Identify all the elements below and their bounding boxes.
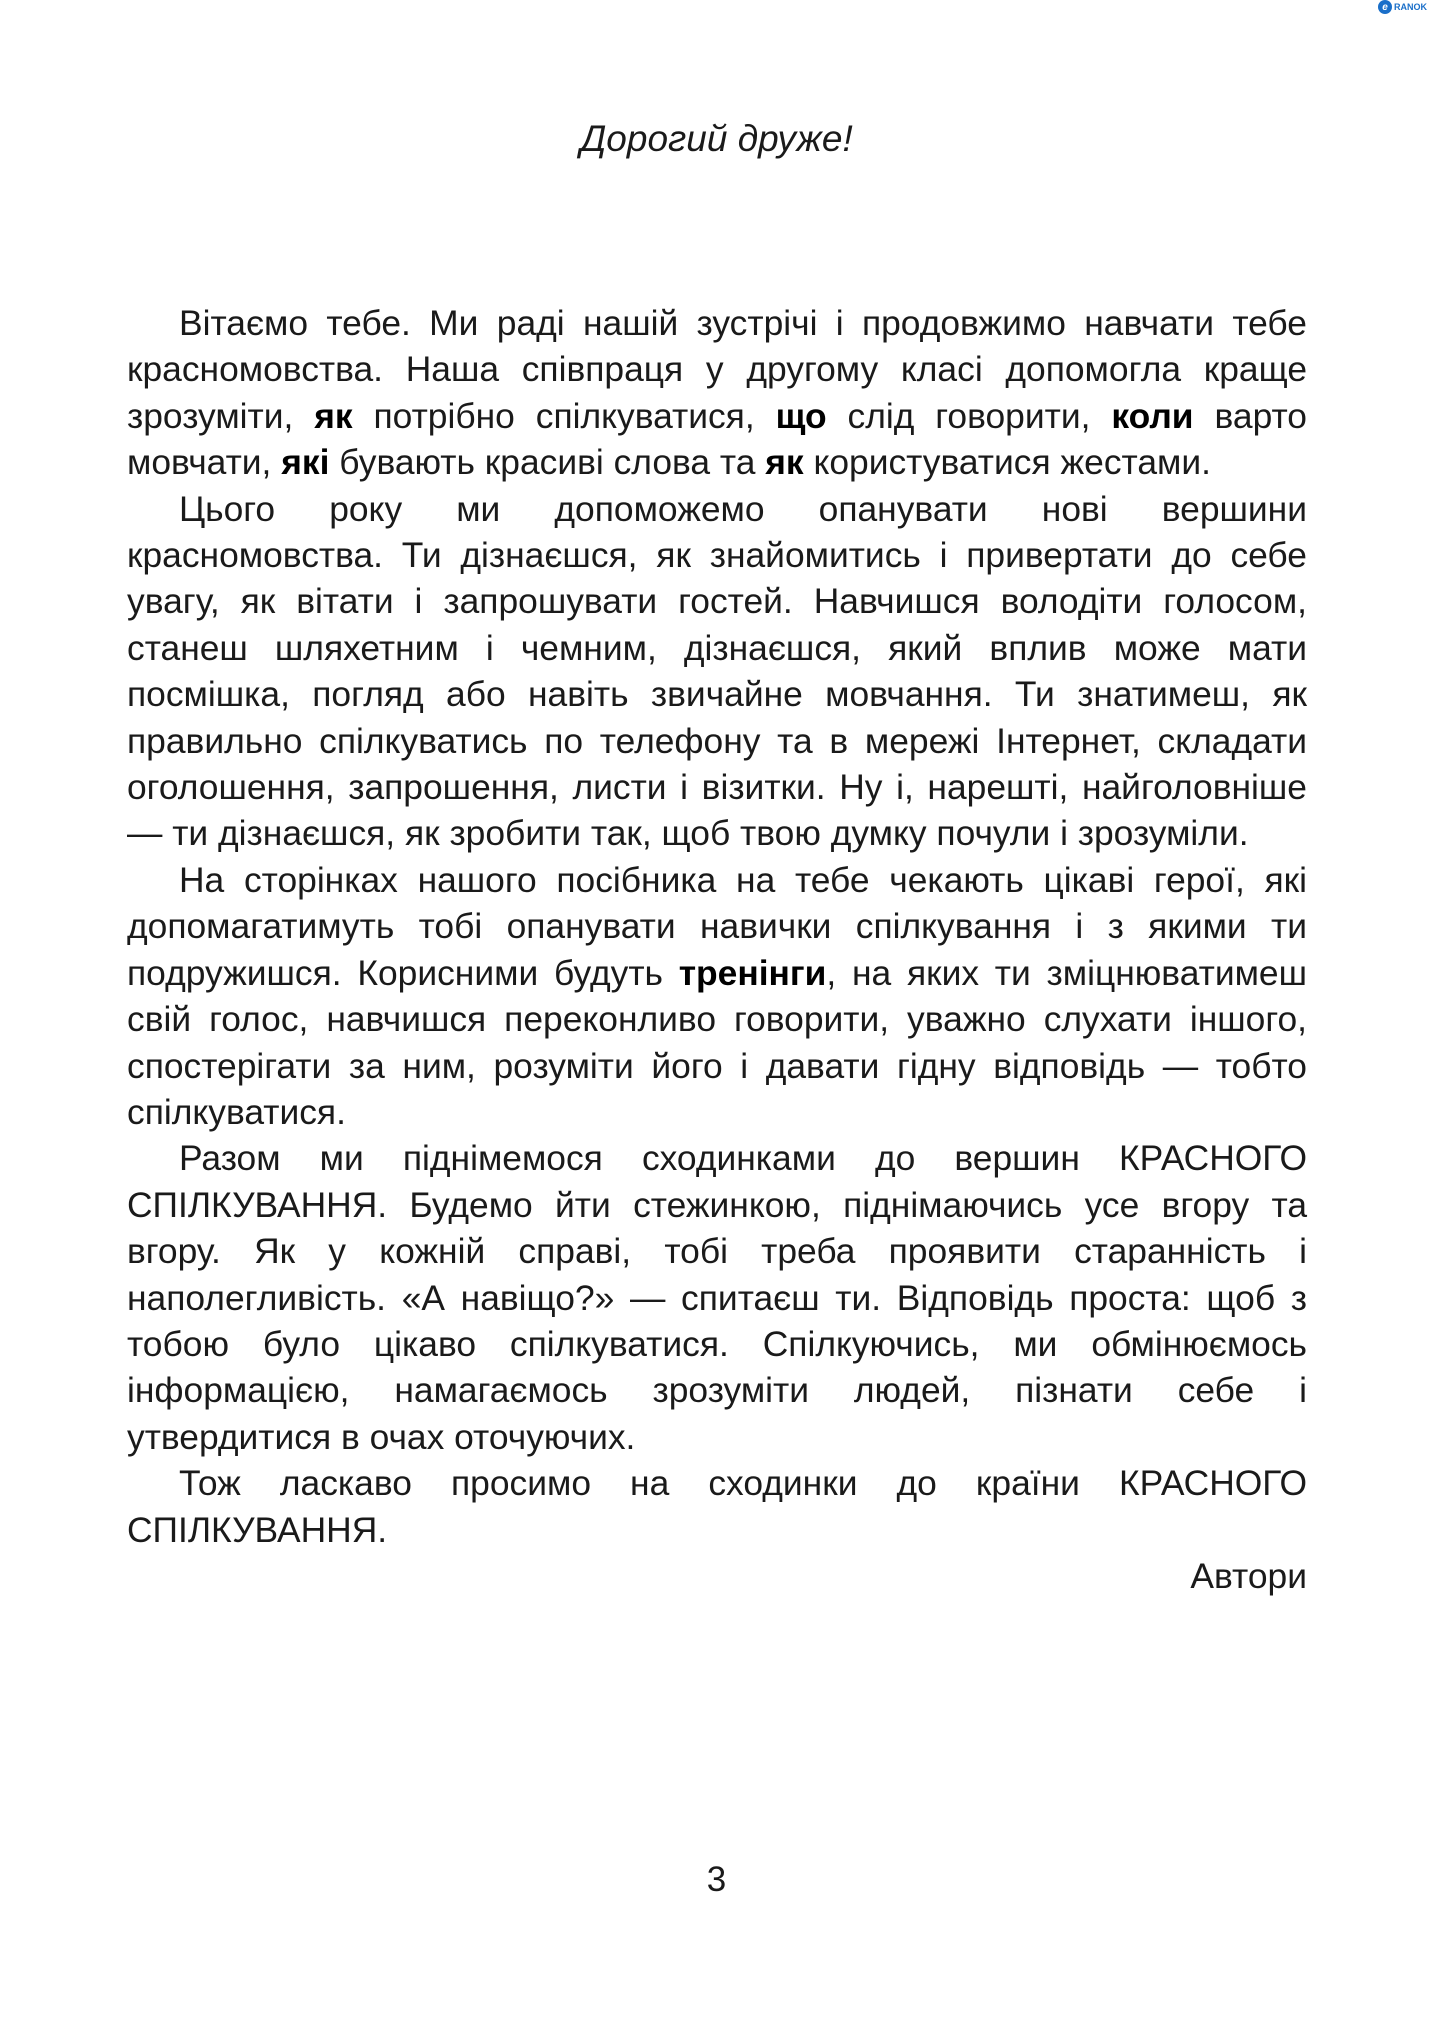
text-segment: потрібно спілкуватися, xyxy=(352,395,776,436)
bold-emphasis: як xyxy=(314,395,353,436)
bold-emphasis: що xyxy=(775,395,827,436)
bold-emphasis: тренінги xyxy=(678,952,827,993)
text-segment: бувають красиві слова та xyxy=(329,442,766,483)
paragraph xyxy=(127,1135,1307,1460)
text-segment: На сторінках нашого посібника на тебе чекають цікаві герої, які допомагатимуть тобі опанувати навички спілкування і з якими ти подружишся. Корисними будуть xyxy=(127,859,1307,993)
text-segment: варто мовчати, xyxy=(127,395,1307,483)
publisher-logo xyxy=(1378,0,1427,14)
text-segment: Цього року ми допоможемо опанувати нові вершини красномовства. Ти дізнаєшся, як знайомитись і привертати до себе увагу, як вітати і запрошувати гостей. Навчишся володіти голосом, станеш шляхетним і чемним, дізнаєшся, який вплив може мати посмішка, погляд або навіть звичайне мовчання. Ти знатимеш, як правильно спілкуватись по телефону та в мережі Інтернет, складати оголошення, запрошення, листи і візитки. Ну і, нарешті, найголовніше — ти дізнаєшся, як зробити так, щоб твою думку почули і зрозуміли. xyxy=(127,488,1307,854)
bold-emphasis: коли xyxy=(1111,395,1194,436)
text-segment: слід говорити, xyxy=(826,395,1112,436)
bold-emphasis: як xyxy=(765,442,804,483)
text-segment: користуватися жестами. xyxy=(803,442,1211,483)
page-number: 3 xyxy=(706,1860,727,1899)
signature: Автори xyxy=(1190,1555,1307,1596)
paragraph xyxy=(127,486,1307,857)
paragraph xyxy=(127,1460,1307,1553)
eranok-logo-icon: e xyxy=(1378,0,1392,14)
text-segment: , на яких ти зміцнюватимеш свій голос, навчишся переконливо говорити, уважно слухати іншого, спостерігати за ним, розуміти його і давати гідну відповідь — тобто спілкуватися. xyxy=(127,952,1307,1132)
paragraph xyxy=(127,857,1307,1135)
text-segment: Разом ми піднімемося сходинками до вершин КРАСНОГО СПІЛКУВАННЯ. Будемо йти стежинкою, піднімаючись усе вгору та вгору. Як у кожній справі, тобі треба проявити старанність і наполегливість. «А навіщо?» — спитаєш ти. Відповідь проста: щоб з тобою було цікаво спілкуватися. Спілкуючись, ми обмінюємось інформацією, намагаємось зрозуміти людей, пізнати себе і утвердитися в очах оточуючих. xyxy=(127,1138,1307,1457)
text-segment: Вітаємо тебе. Ми раді нашій зустрічі і продовжимо навчати тебе красномовства. Наша співпраця у другому класі допомогла краще зрозуміти, xyxy=(127,303,1307,436)
paragraph xyxy=(127,300,1307,486)
bold-emphasis: які xyxy=(281,442,330,483)
text-segment: Тож ласкаво просимо на сходинки до країни КРАСНОГО СПІЛКУВАННЯ. xyxy=(127,1463,1307,1550)
greeting-heading: Дорогий друже! xyxy=(580,118,853,159)
letter-body xyxy=(127,300,1307,1599)
logo-text: RANOK xyxy=(1394,2,1427,12)
